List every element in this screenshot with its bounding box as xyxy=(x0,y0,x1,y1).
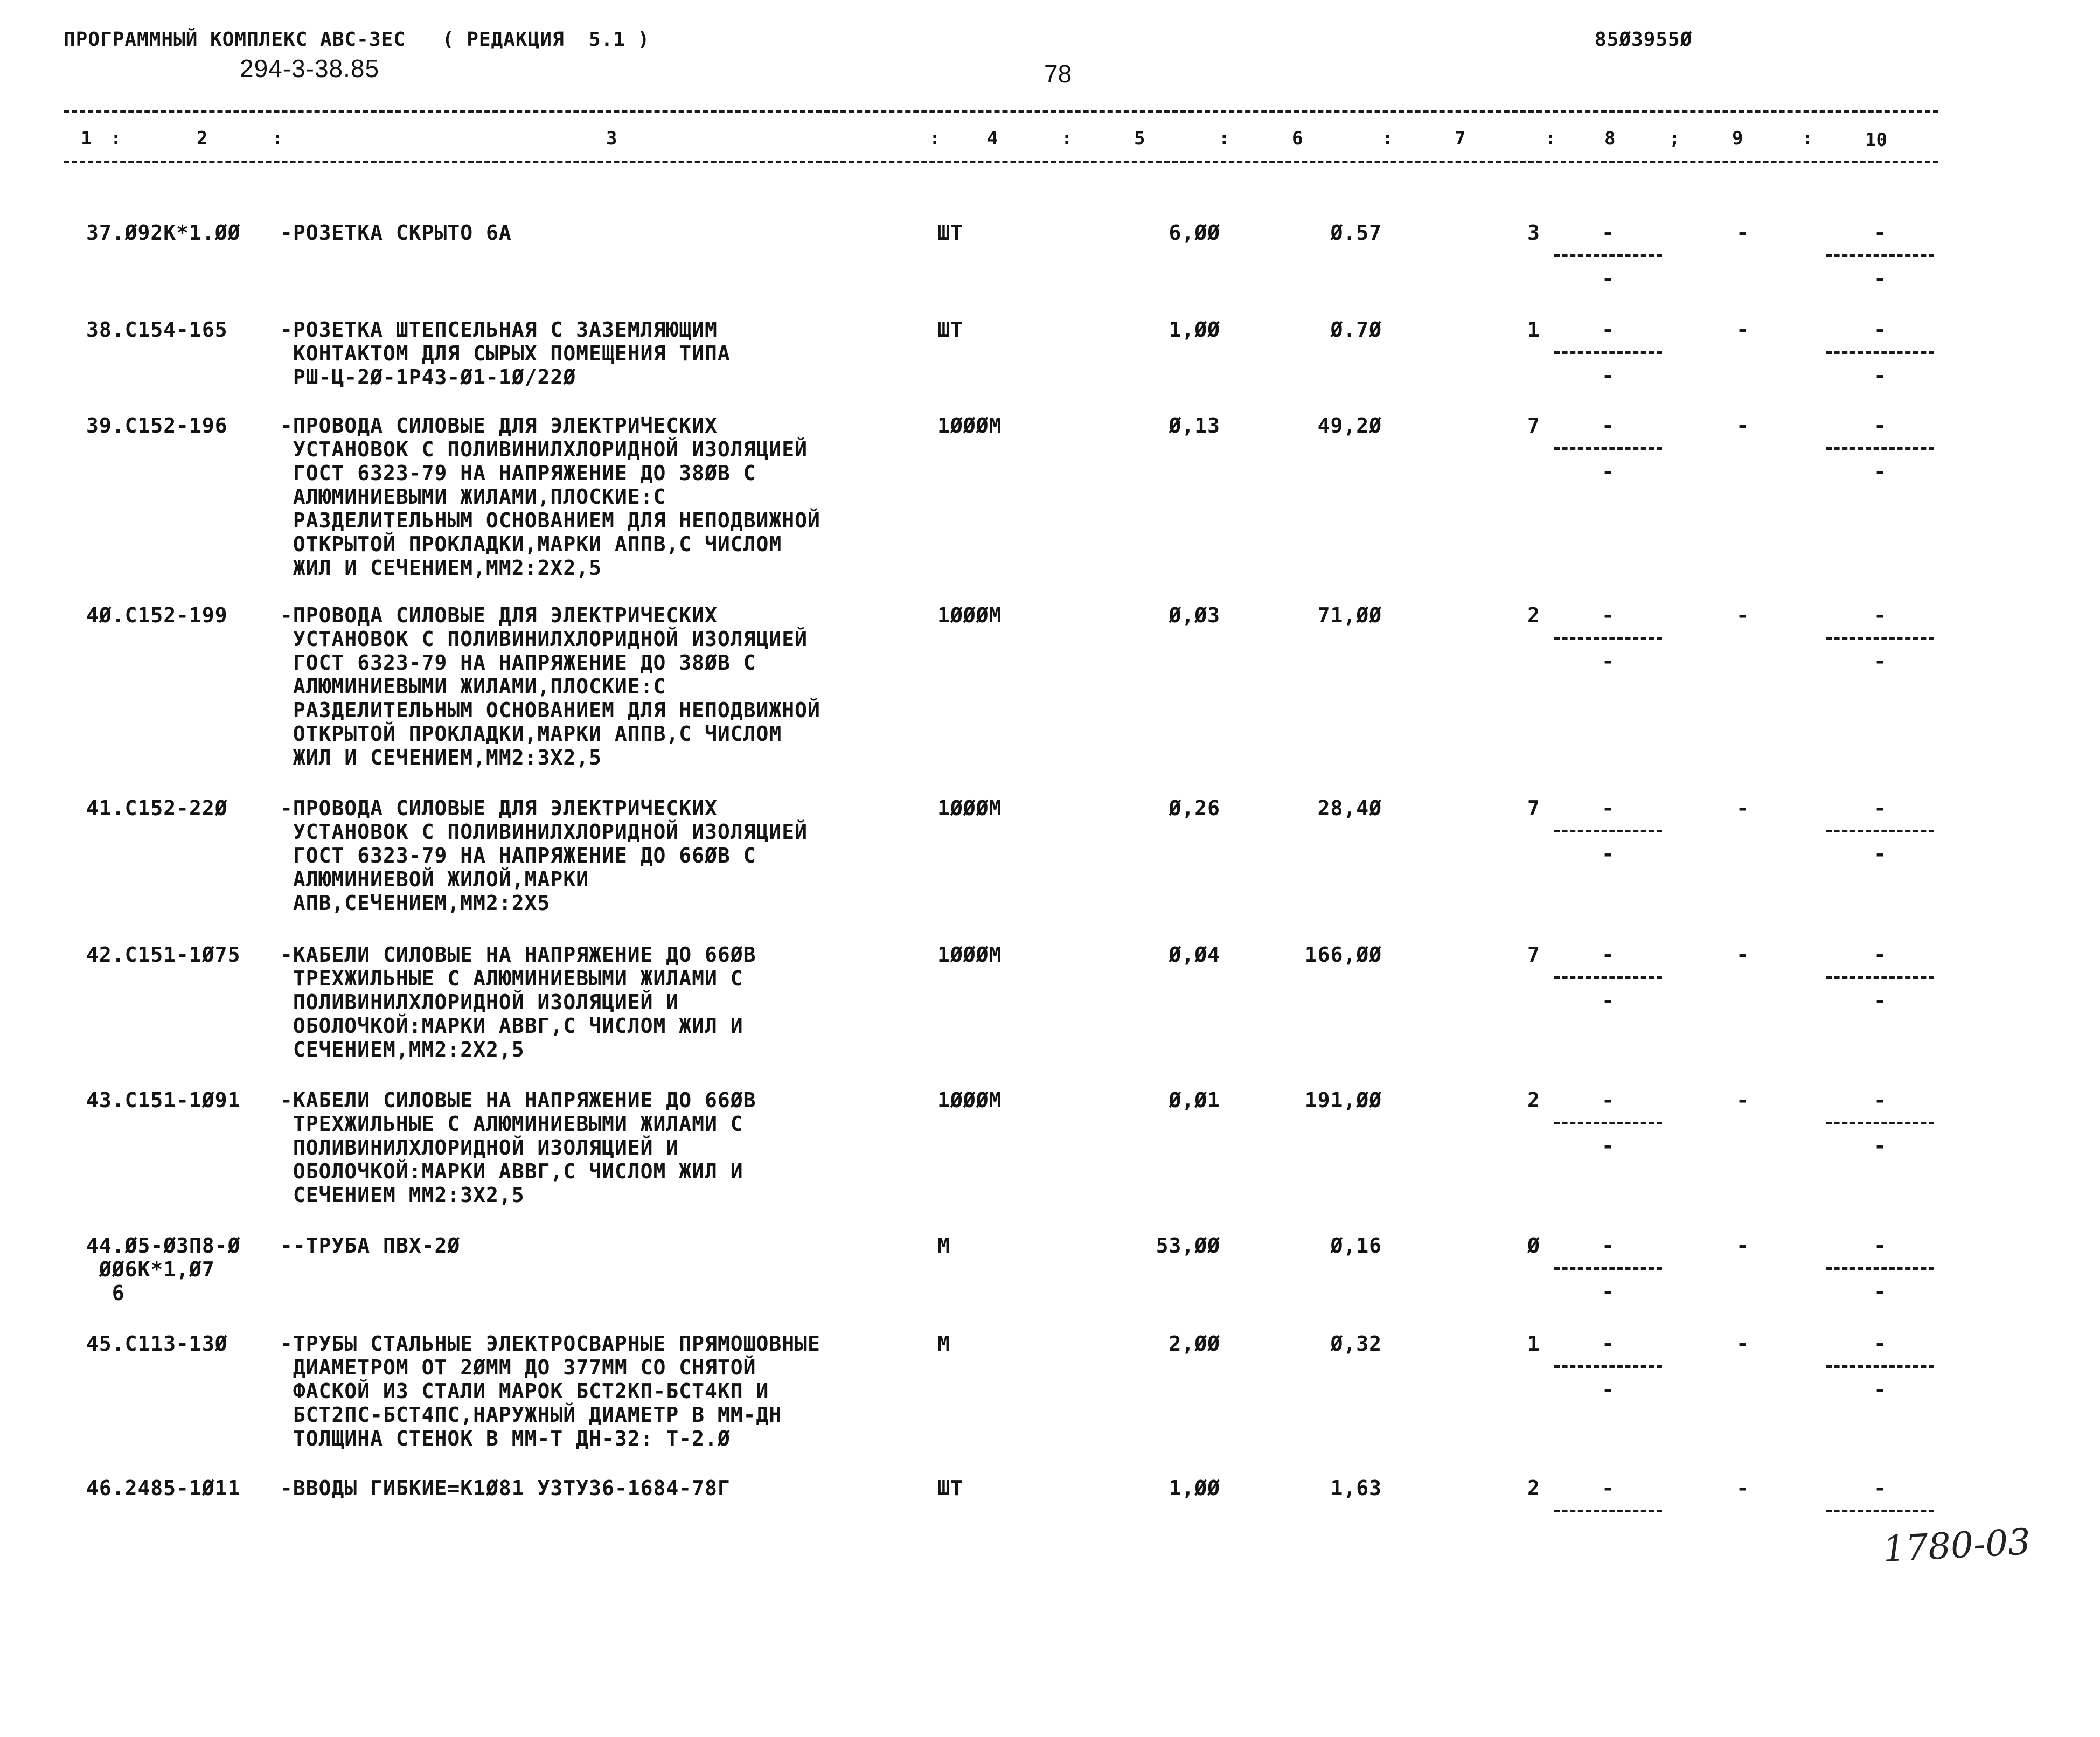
row-col9: - xyxy=(1736,1332,1749,1356)
document-page: ПРОГРАММНЫЙ КОМПЛЕКС АВС-ЗЕС ( РЕДАКЦИЯ 5.1 ) 294-3-38.85 78 85Ø3955Ø 1 : 2 : 3 : 4 : 5 : 6 : 7 : 8 ; 9 : 10 37.Ø92K*1.ØØ -РОЗЕТКА СКРЫТО 6А ШТ 6,ØØ Ø.57 3 - - - - - 38.C154-165 -РОЗЕТКА ШТЕПСЕЛЬНАЯ С ЗАЗЕМЛЯЮЩИМ КОНТАКТОМ ДЛЯ СЫРЫХ ПОМЕЩЕНИЯ ТИПА РШ-Ц-2Ø-1Р43-Ø1-1Ø/22Ø ШТ 1,ØØ Ø.7Ø 1 - - - - - 39.C152-196 -ПРОВОДА СИЛОВЫЕ ДЛЯ ЭЛЕКТРИЧЕСКИХ УСТАНОВОК С ПОЛИВИНИЛХЛОРИДНОЙ ИЗОЛЯЦИЕЙ ГОСТ 6323-79 НА НАПРЯЖЕНИЕ ДО 38ØВ С АЛЮМИНИЕВЫМИ ЖИЛАМИ,ПЛОСКИЕ:С РАЗДЕЛИТЕЛЬНЫМ ОСНОВАНИЕМ ДЛЯ НЕПОДВИЖНОЙ ОТКРЫТОЙ ПРОКЛАДКИ,МАРКИ АППВ,С ЧИСЛОМ ЖИЛ И СЕЧЕНИЕМ,ММ2:2Х2,5 1ØØØМ Ø,13 49,2Ø 7 - - - - - 4Ø.C152-199 -ПРОВОДА СИЛОВЫЕ ДЛЯ ЭЛЕКТРИЧЕСКИХ УСТАНОВОК С ПОЛИВИНИЛХЛОРИДНОЙ ИЗОЛЯЦИЕЙ ГОСТ 6323-79 НА НАПРЯЖЕНИЕ ДО 38ØВ С АЛЮМИНИЕВЫМИ ЖИЛАМИ,ПЛОСКИЕ:С РАЗДЕЛИТЕЛЬНЫМ ОСНОВАНИЕМ ДЛЯ НЕПОДВИЖНОЙ ОТКРЫТОЙ ПРОКЛАДКИ,МАРКИ АППВ,С ЧИСЛОМ ЖИЛ И СЕЧЕНИЕМ,ММ2:3Х2,5 1ØØØМ Ø,Ø3 71,ØØ 2 - - - - - 41.C152-22Ø -ПРОВОДА СИЛОВЫЕ ДЛЯ ЭЛЕКТРИЧЕСКИХ УСТАНОВОК С ПОЛИВИНИЛХЛОРИДНОЙ ИЗОЛЯЦИЕЙ ГОСТ 6323-79 НА НАПРЯЖЕНИЕ ДО 66ØВ С АЛЮМИНИЕВОЙ ЖИЛОЙ,МАРКИ АПВ,СЕЧЕНИЕМ,ММ2:2Х5 1ØØØМ Ø,26 28,4Ø 7 - - - - - 42.C151-1Ø75 -КАБЕЛИ СИЛОВЫЕ НА НАПРЯЖЕНИЕ ДО 66ØВ ТРЕХЖИЛЬНЫЕ С АЛЮМИНИЕВЫМИ ЖИЛАМИ С ПОЛИВИНИЛХЛОРИДНОЙ ИЗОЛЯЦИЕЙ И ОБОЛОЧКОЙ:МАРКИ АВВГ,С ЧИСЛОМ ЖИЛ И СЕЧЕНИЕМ,ММ2:2Х2,5 1ØØØМ Ø,Ø4 166,ØØ 7 - - - - - 43.C151-1Ø91 -КАБЕЛИ СИЛОВЫЕ НА НАПРЯЖЕНИЕ ДО 66ØВ ТРЕХЖИЛЬНЫЕ С АЛЮМИНИЕВЫМИ ЖИЛАМИ С ПОЛИВИНИЛХЛОРИДНОЙ ИЗОЛЯЦИЕЙ И ОБОЛОЧКОЙ:МАРКИ АВВГ,С ЧИСЛОМ ЖИЛ И СЕЧЕНИЕМ ММ2:3Х2,5 1ØØØМ Ø,Ø1 191,ØØ 2 - - - - - 44.Ø5-Ø3П8-Ø ØØ6K*1,Ø7 6 --ТРУБА ПВХ-2Ø М 53,ØØ Ø,16 Ø - - - - - 45.C113-13Ø -ТРУБЫ СТАЛЬНЫЕ ЭЛЕКТРОСВАРНЫЕ ПРЯМОШОВНЫЕ ДИАМЕТРОМ ОТ 2ØММ ДО 377ММ СО СНЯТОЙ ФАСКОЙ ИЗ СТАЛИ МАРОК БСТ2КП-БСТ4КП И БСТ2ПС-БСТ4ПС,НАРУЖНЫЙ ДИАМЕТР В ММ-ДН ТОЛЩИНА СТЕНОК В ММ-Т ДН-32: Т-2.Ø М 2,ØØ Ø,32 1 - - - - - 46.2485-1Ø11 -ВВОДЫ ГИБКИЕ=К1Ø81 УЗТУ36-1684-78Г ШТ 1,ØØ 1,63 2 - - - 1780-03 xyxy=(0,0,2100,1622)
row-description: -КАБЕЛИ СИЛОВЫЕ НА НАПРЯЖЕНИЕ ДО 66ØВ ТРЕХЖИЛЬНЫЕ С АЛЮМИНИЕВЫМИ ЖИЛАМИ С ПОЛИВИНИЛХЛОРИДНОЙ ИЗОЛЯЦИЕЙ И ОБОЛОЧКОЙ:МАРКИ АВВГ,С ЧИСЛОМ ЖИЛ И СЕЧЕНИЕМ,ММ2:2Х2,5 xyxy=(280,943,756,1061)
row-code: 39.C152-196 xyxy=(86,414,228,437)
row-col10-fraction: - - xyxy=(1821,1234,1939,1303)
row-col8-fraction: - - xyxy=(1549,1234,1667,1303)
col-header-1: 1 xyxy=(81,128,92,149)
row-description: -ПРОВОДА СИЛОВЫЕ ДЛЯ ЭЛЕКТРИЧЕСКИХ УСТАНОВОК С ПОЛИВИНИЛХЛОРИДНОЙ ИЗОЛЯЦИЕЙ ГОСТ 6323-79 НА НАПРЯЖЕНИЕ ДО 38ØВ С АЛЮМИНИЕВЫМИ ЖИЛАМИ,ПЛОСКИЕ:С РАЗДЕЛИТЕЛЬНЫМ ОСНОВАНИЕМ ДЛЯ НЕПОДВИЖНОЙ ОТКРЫТОЙ ПРОКЛАДКИ,МАРКИ АППВ,С ЧИСЛОМ ЖИЛ И СЕЧЕНИЕМ,ММ2:3Х2,5 xyxy=(280,603,820,769)
row-quantity: Ø,26 xyxy=(1169,796,1220,820)
row-col8-fraction: - xyxy=(1549,1476,1667,1522)
row-col10-fraction: - - xyxy=(1821,1088,1939,1158)
row-unit: 1ØØØМ xyxy=(937,1088,1002,1112)
row-col7: Ø xyxy=(1527,1234,1540,1257)
row-col7: 3 xyxy=(1527,221,1540,245)
row-col10-fraction: - - xyxy=(1821,221,1939,290)
row-price: 28,4Ø xyxy=(1317,796,1382,820)
row-col9: - xyxy=(1736,796,1749,820)
row-quantity: 6,ØØ xyxy=(1169,221,1220,245)
row-code: 46.2485-1Ø11 xyxy=(86,1476,241,1500)
row-code: 44.Ø5-Ø3П8-Ø ØØ6K*1,Ø7 6 xyxy=(86,1234,241,1305)
row-col8-fraction: - - xyxy=(1549,943,1667,1012)
handwritten-note: 1780-03 xyxy=(1882,1520,2032,1571)
row-col8-fraction: - - xyxy=(1549,318,1667,387)
row-quantity: 53,ØØ xyxy=(1156,1234,1220,1257)
col-header-2: 2 xyxy=(197,128,208,149)
row-col7: 7 xyxy=(1527,414,1540,437)
row-col7: 1 xyxy=(1527,1332,1540,1356)
row-unit: ШТ xyxy=(937,318,963,342)
row-price: Ø,32 xyxy=(1330,1332,1382,1356)
document-code: 294-3-38.85 xyxy=(240,54,380,82)
row-code: 38.C154-165 xyxy=(86,318,228,342)
row-unit: 1ØØØМ xyxy=(937,414,1002,437)
row-col8-fraction: - - xyxy=(1549,1332,1667,1401)
row-price: Ø.57 xyxy=(1330,221,1382,245)
reference-code: 85Ø3955Ø xyxy=(1595,29,1693,51)
header-top-rule xyxy=(64,110,1938,113)
row-col8-fraction: - - xyxy=(1549,414,1667,483)
row-price: 1,63 xyxy=(1330,1476,1382,1500)
row-unit: М xyxy=(937,1234,950,1257)
row-unit: М xyxy=(937,1332,950,1356)
row-col9: - xyxy=(1736,318,1749,342)
row-price: 191,ØØ xyxy=(1304,1088,1382,1112)
row-description: -КАБЕЛИ СИЛОВЫЕ НА НАПРЯЖЕНИЕ ДО 66ØВ ТРЕХЖИЛЬНЫЕ С АЛЮМИНИЕВЫМИ ЖИЛАМИ С ПОЛИВИНИЛХЛОРИДНОЙ ИЗОЛЯЦИЕЙ И ОБОЛОЧКОЙ:МАРКИ АВВГ,С ЧИСЛОМ ЖИЛ И СЕЧЕНИЕМ ММ2:3Х2,5 xyxy=(280,1088,756,1207)
row-price: 49,2Ø xyxy=(1317,414,1382,437)
row-col7: 2 xyxy=(1527,603,1540,627)
row-price: 166,ØØ xyxy=(1304,943,1382,967)
col-header-9: 9 xyxy=(1732,128,1743,149)
row-col10-fraction: - - xyxy=(1821,414,1939,483)
col-header-7: 7 xyxy=(1455,128,1466,149)
row-col10-fraction: - - xyxy=(1821,603,1939,673)
row-col10-fraction: - - xyxy=(1821,943,1939,1012)
row-col8-fraction: - - xyxy=(1549,221,1667,290)
row-col10-fraction: - - xyxy=(1821,318,1939,387)
row-code: 42.C151-1Ø75 xyxy=(86,943,241,967)
row-col7: 2 xyxy=(1527,1476,1540,1500)
row-code: 43.C151-1Ø91 xyxy=(86,1088,241,1112)
row-col9: - xyxy=(1736,414,1749,437)
col-header-5: 5 xyxy=(1134,128,1145,149)
row-col7: 1 xyxy=(1527,318,1540,342)
row-quantity: 1,ØØ xyxy=(1169,318,1220,342)
row-col9: - xyxy=(1736,1088,1749,1112)
row-code: 45.C113-13Ø xyxy=(86,1332,228,1356)
row-description: -РОЗЕТКА ШТЕПСЕЛЬНАЯ С ЗАЗЕМЛЯЮЩИМ КОНТАКТОМ ДЛЯ СЫРЫХ ПОМЕЩЕНИЯ ТИПА РШ-Ц-2Ø-1Р43-Ø1-1Ø/22Ø xyxy=(280,318,731,389)
row-quantity: Ø,Ø1 xyxy=(1169,1088,1220,1112)
row-code: 41.C152-22Ø xyxy=(86,796,228,820)
row-col8-fraction: - - xyxy=(1549,1088,1667,1158)
table-row xyxy=(0,1476,2100,1737)
row-unit: 1ØØØМ xyxy=(937,603,1002,627)
row-col7: 2 xyxy=(1527,1088,1540,1112)
row-price: Ø.7Ø xyxy=(1330,318,1382,342)
col-header-10: 10 xyxy=(1865,129,1887,151)
page-number: 78 xyxy=(1044,60,1072,88)
row-col10-fraction: - - xyxy=(1821,796,1939,866)
row-col9: - xyxy=(1736,1476,1749,1500)
row-description: -ВВОДЫ ГИБКИЕ=К1Ø81 УЗТУ36-1684-78Г xyxy=(280,1476,731,1500)
row-unit: ШТ xyxy=(937,1476,963,1500)
row-col8-fraction: - - xyxy=(1549,796,1667,866)
col-header-3: 3 xyxy=(606,128,617,149)
row-quantity: Ø,Ø4 xyxy=(1169,943,1220,967)
row-col10-fraction: - xyxy=(1821,1476,1939,1522)
header-bottom-rule xyxy=(64,161,1938,163)
row-quantity: Ø,13 xyxy=(1169,414,1220,437)
col-header-8: 8 xyxy=(1604,128,1616,149)
row-quantity: 2,ØØ xyxy=(1169,1332,1220,1356)
row-description: -ТРУБЫ СТАЛЬНЫЕ ЭЛЕКТРОСВАРНЫЕ ПРЯМОШОВНЫЕ ДИАМЕТРОМ ОТ 2ØММ ДО 377ММ СО СНЯТОЙ ФАСКОЙ ИЗ СТАЛИ МАРОК БСТ2КП-БСТ4КП И БСТ2ПС-БСТ4ПС,НАРУЖНЫЙ ДИАМЕТР В ММ-ДН ТОЛЩИНА СТЕНОК В ММ-Т ДН-32: Т-2.Ø xyxy=(280,1332,820,1450)
row-unit: 1ØØØМ xyxy=(937,796,1002,820)
row-description: -РОЗЕТКА СКРЫТО 6А xyxy=(280,221,512,245)
col-header-6: 6 xyxy=(1292,128,1303,149)
row-price: Ø,16 xyxy=(1330,1234,1382,1257)
row-description: -ПРОВОДА СИЛОВЫЕ ДЛЯ ЭЛЕКТРИЧЕСКИХ УСТАНОВОК С ПОЛИВИНИЛХЛОРИДНОЙ ИЗОЛЯЦИЕЙ ГОСТ 6323-79 НА НАПРЯЖЕНИЕ ДО 38ØВ С АЛЮМИНИЕВЫМИ ЖИЛАМИ,ПЛОСКИЕ:С РАЗДЕЛИТЕЛЬНЫМ ОСНОВАНИЕМ ДЛЯ НЕПОДВИЖНОЙ ОТКРЫТОЙ ПРОКЛАДКИ,МАРКИ АППВ,С ЧИСЛОМ ЖИЛ И СЕЧЕНИЕМ,ММ2:2Х2,5 xyxy=(280,414,820,580)
row-description: -ПРОВОДА СИЛОВЫЕ ДЛЯ ЭЛЕКТРИЧЕСКИХ УСТАНОВОК С ПОЛИВИНИЛХЛОРИДНОЙ ИЗОЛЯЦИЕЙ ГОСТ 6323-79 НА НАПРЯЖЕНИЕ ДО 66ØВ С АЛЮМИНИЕВОЙ ЖИЛОЙ,МАРКИ АПВ,СЕЧЕНИЕМ,ММ2:2Х5 xyxy=(280,796,808,915)
program-title: ПРОГРАММНЫЙ КОМПЛЕКС АВС-ЗЕС ( РЕДАКЦИЯ 5.1 ) xyxy=(64,29,650,51)
row-col8-fraction: - - xyxy=(1549,603,1667,673)
row-code: 37.Ø92K*1.ØØ xyxy=(86,221,241,245)
row-col9: - xyxy=(1736,221,1749,245)
row-quantity: 1,ØØ xyxy=(1169,1476,1220,1500)
row-col10-fraction: - - xyxy=(1821,1332,1939,1401)
row-unit: ШТ xyxy=(937,221,963,245)
row-col9: - xyxy=(1736,603,1749,627)
row-col7: 7 xyxy=(1527,796,1540,820)
row-code: 4Ø.C152-199 xyxy=(86,603,228,627)
row-col9: - xyxy=(1736,943,1749,967)
col-header-4: 4 xyxy=(987,128,998,149)
row-unit: 1ØØØМ xyxy=(937,943,1002,967)
row-description: --ТРУБА ПВХ-2Ø xyxy=(280,1234,461,1257)
row-col9: - xyxy=(1736,1234,1749,1257)
row-col7: 7 xyxy=(1527,943,1540,967)
row-price: 71,ØØ xyxy=(1317,603,1382,627)
row-quantity: Ø,Ø3 xyxy=(1169,603,1220,627)
